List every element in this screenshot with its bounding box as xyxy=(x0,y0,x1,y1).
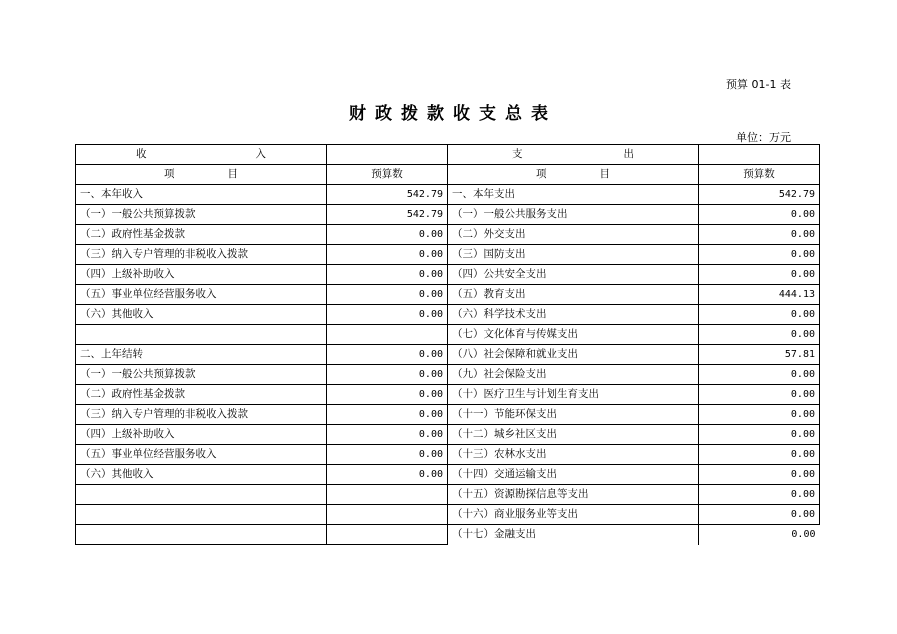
expense-item-cell: （九）社会保险支出 xyxy=(448,365,699,385)
expense-amount-cell: 0.00 xyxy=(699,525,820,545)
table-row xyxy=(76,365,820,385)
income-amount-column-header: 预算数 xyxy=(327,165,448,185)
income-amount-cell: 0.00 xyxy=(327,425,448,445)
table-row xyxy=(76,245,820,265)
table-row xyxy=(76,285,820,305)
income-amount-cell: 542.79 xyxy=(327,205,448,225)
expense-amount-cell: 0.00 xyxy=(699,385,820,405)
expense-amount-cell: 0.00 xyxy=(699,245,820,265)
income-amount-cell: 0.00 xyxy=(327,285,448,305)
income-item-cell: （一）一般公共预算拨款 xyxy=(76,365,327,385)
table-row xyxy=(76,205,820,225)
expense-item-cell: （七）文化体育与传媒支出 xyxy=(448,325,699,345)
income-item-cell: （三）纳入专户管理的非税收入拨款 xyxy=(76,405,327,425)
expense-amount-cell: 57.81 xyxy=(699,345,820,365)
fiscal-summary-table xyxy=(75,144,820,545)
income-item-cell: （三）纳入专户管理的非税收入拨款 xyxy=(76,245,327,265)
income-section-header xyxy=(76,145,327,165)
expense-item-header-char-2: 目 xyxy=(599,168,610,180)
income-item-header-char-1: 项 xyxy=(164,168,175,180)
expense-header-char-1: 支 xyxy=(512,148,523,160)
table-row xyxy=(76,225,820,245)
expense-item-cell: （一）一般公共服务支出 xyxy=(448,205,699,225)
income-item-cell: （六）其他收入 xyxy=(76,305,327,325)
expense-amount-cell: 0.00 xyxy=(699,265,820,285)
expense-section-header xyxy=(448,145,699,165)
income-amount-cell: 0.00 xyxy=(327,345,448,365)
expense-item-cell: （六）科学技术支出 xyxy=(448,305,699,325)
income-item-cell: （二）政府性基金拨款 xyxy=(76,385,327,405)
expense-amount-cell: 0.00 xyxy=(699,505,820,525)
income-amount-cell: 0.00 xyxy=(327,445,448,465)
expense-section-header-blank xyxy=(699,145,820,165)
expense-amount-cell: 0.00 xyxy=(699,325,820,345)
expense-amount-cell: 0.00 xyxy=(699,405,820,425)
income-amount-cell: 0.00 xyxy=(327,265,448,285)
income-amount-cell: 0.00 xyxy=(327,465,448,485)
expense-amount-cell: 0.00 xyxy=(699,465,820,485)
expense-item-header-char-1: 项 xyxy=(536,168,547,180)
income-amount-cell: 0.00 xyxy=(327,385,448,405)
expense-item-cell: （十七）金融支出 xyxy=(448,525,699,545)
table-row xyxy=(76,445,820,465)
expense-amount-cell: 0.00 xyxy=(699,445,820,465)
expense-header-char-2: 出 xyxy=(623,148,634,160)
income-item-cell: 二、上年结转 xyxy=(76,345,327,365)
table-row xyxy=(76,485,820,505)
expense-item-cell: （十五）资源勘探信息等支出 xyxy=(448,485,699,505)
expense-item-cell: （十一）节能环保支出 xyxy=(448,405,699,425)
income-item-column-header xyxy=(76,165,327,185)
expense-amount-cell: 0.00 xyxy=(699,365,820,385)
income-item-cell xyxy=(76,485,327,505)
expense-item-cell: （十三）农林水支出 xyxy=(448,445,699,465)
form-number: 预算 01-1 表 xyxy=(726,78,791,91)
income-item-cell: 一、本年收入 xyxy=(76,185,327,205)
income-item-cell: （五）事业单位经营服务收入 xyxy=(76,445,327,465)
expense-item-column-header xyxy=(448,165,699,185)
expense-item-cell: （十二）城乡社区支出 xyxy=(448,425,699,445)
expense-amount-cell: 0.00 xyxy=(699,205,820,225)
income-header-char-2: 入 xyxy=(255,148,266,160)
expense-amount-column-header: 预算数 xyxy=(699,165,820,185)
income-item-cell xyxy=(76,505,327,525)
column-header-row xyxy=(76,165,820,185)
expense-item-cell: 一、本年支出 xyxy=(448,185,699,205)
table-row xyxy=(76,405,820,425)
expense-item-cell: （十六）商业服务业等支出 xyxy=(448,505,699,525)
expense-item-cell: （八）社会保障和就业支出 xyxy=(448,345,699,365)
expense-amount-cell: 0.00 xyxy=(699,485,820,505)
income-item-cell xyxy=(76,525,327,545)
expense-item-cell: （二）外交支出 xyxy=(448,225,699,245)
table-row xyxy=(76,325,820,345)
income-item-cell: （四）上级补助收入 xyxy=(76,265,327,285)
income-amount-cell xyxy=(327,485,448,505)
table-row xyxy=(76,265,820,285)
expense-item-cell: （三）国防支出 xyxy=(448,245,699,265)
section-header-row xyxy=(76,145,820,165)
income-item-cell: （一）一般公共预算拨款 xyxy=(76,205,327,225)
income-item-cell: （五）事业单位经营服务收入 xyxy=(76,285,327,305)
income-item-cell: （四）上级补助收入 xyxy=(76,425,327,445)
expense-amount-cell: 542.79 xyxy=(699,185,820,205)
income-amount-cell xyxy=(327,525,448,545)
table-row xyxy=(76,185,820,205)
table-row xyxy=(76,425,820,445)
income-item-cell: （二）政府性基金拨款 xyxy=(76,225,327,245)
expense-item-cell: （四）公共安全支出 xyxy=(448,265,699,285)
table-row xyxy=(76,385,820,405)
income-amount-cell: 0.00 xyxy=(327,225,448,245)
income-amount-cell: 0.00 xyxy=(327,405,448,425)
table-row xyxy=(76,505,820,525)
income-header-char-1: 收 xyxy=(136,148,147,160)
expense-item-cell: （十）医疗卫生与计划生育支出 xyxy=(448,385,699,405)
income-item-cell: （六）其他收入 xyxy=(76,465,327,485)
table-row xyxy=(76,525,820,545)
expense-item-cell: （十四）交通运输支出 xyxy=(448,465,699,485)
table-row xyxy=(76,345,820,365)
expense-amount-cell: 444.13 xyxy=(699,285,820,305)
unit-label: 单位：万元 xyxy=(736,131,791,144)
expense-item-cell: （五）教育支出 xyxy=(448,285,699,305)
income-amount-cell xyxy=(327,505,448,525)
table-row xyxy=(76,465,820,485)
income-item-cell xyxy=(76,325,327,345)
expense-amount-cell: 0.00 xyxy=(699,305,820,325)
table-row xyxy=(76,305,820,325)
income-amount-cell: 542.79 xyxy=(327,185,448,205)
income-section-header-blank xyxy=(327,145,448,165)
income-amount-cell: 0.00 xyxy=(327,305,448,325)
page-title: 财政拨款收支总表 xyxy=(349,104,557,124)
income-amount-cell: 0.00 xyxy=(327,245,448,265)
expense-amount-cell: 0.00 xyxy=(699,225,820,245)
income-amount-cell: 0.00 xyxy=(327,365,448,385)
income-amount-cell xyxy=(327,325,448,345)
expense-amount-cell: 0.00 xyxy=(699,425,820,445)
income-item-header-char-2: 目 xyxy=(227,168,238,180)
